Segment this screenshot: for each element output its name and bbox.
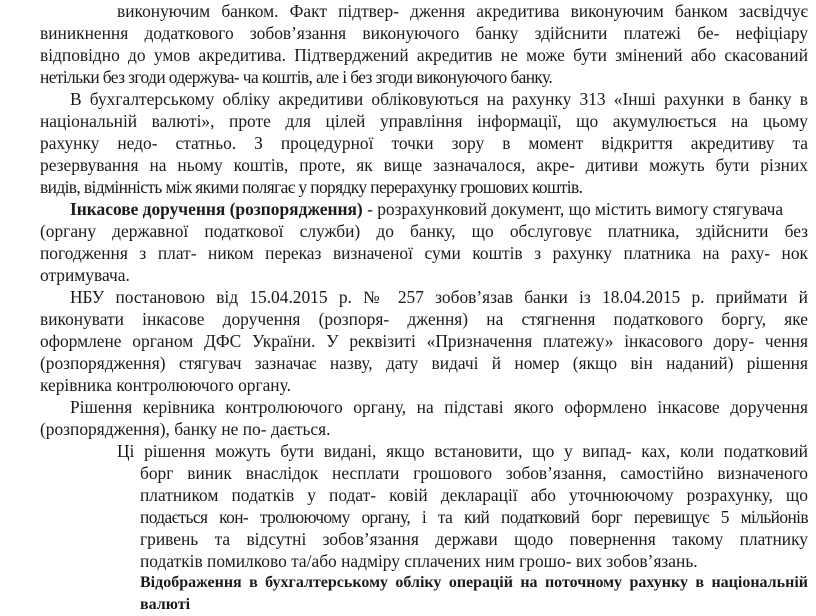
- text-line: керівника контролюючого органу.: [40, 375, 291, 395]
- text-line: рахунку недо- статньо. З процедурної точки зору в момент відкриття акредитиву та: [40, 133, 808, 153]
- text-line: подається кон- тролюючому органу, і та кий податковий борг перевищує 5 мільйонів: [140, 507, 808, 527]
- term-collection-order: Інкасове доручення (розпорядження): [70, 199, 363, 219]
- text-line: борг виник внаслідок несплати грошового зобов’язання, самостійно визначеного: [140, 463, 808, 483]
- text-line: видів, відмінність між якими полягає у порядку перерахунку грошових коштів.: [40, 177, 583, 197]
- text-line: погодження з плат- ником переказ визначеної суми коштів з рахунку платника на раху- нок: [40, 243, 808, 263]
- text-line: виникнення додаткового зобов’язання виконуючого банку здійснити платежі бе- нефіціару: [40, 23, 808, 43]
- text-line: Ці рішення можуть бути видані, якщо встановити, що у випад- ках, коли податковий: [117, 441, 808, 461]
- definition-text: - розрахунковий документ, що містить вимогу стягувача: [362, 199, 784, 219]
- text-line: (органу державної податкової служби) до банку, що обслуговує платника, здійснити без: [40, 221, 808, 241]
- text-line: гривень та відсутні зобов’язання держави щодо повернення такому платнику: [140, 529, 808, 549]
- text-line: (розпорядження), банку не по- дається.: [40, 419, 331, 439]
- text-line: платником податків у подат- ковій декларації або уточнюючому розрахунку, що: [140, 485, 808, 505]
- text-line: національній валюті», проте для цілей управління інформації, що акумулюється на цьому: [40, 111, 808, 131]
- text-line: податків помилково та/або надміру сплачених ним грошо- вих зобов’язань.: [140, 551, 698, 571]
- text-line: НБУ постановою від 15.04.2015 р. № 257 зобов’язав банки із 18.04.2015 р. приймати й: [70, 287, 808, 307]
- text-line: отримувача.: [40, 265, 130, 285]
- heading-line: Відображення в бухгалтерському обліку операцій на поточному рахунку в національній: [140, 574, 808, 591]
- text-line: [70, 198, 808, 220]
- text-line: (розпорядження) стягувач зазначає назву, дату видачі й номер (якщо він наданий) рішення: [40, 353, 808, 373]
- text-line: оформлене органом ДФС України. У реквізиті «Призначення платежу» інкасового дору- чення: [40, 331, 808, 351]
- heading-line: валюті: [140, 596, 191, 613]
- text-line: відповідно до умов акредитива. Підтверджений акредитив не може бути змінений або скасований: [40, 45, 808, 65]
- text-line: Рішення керівника контролюючого органу, на підставі якого оформлено інкасове доручення: [70, 397, 808, 417]
- text-line: виконувати інкасове доручення (розпоря- дження) на стягнення податкового боргу, яке: [40, 309, 808, 329]
- text-line: резервування на ньому коштів, проте, як вище зазначалося, акре- дитиви можуть бути різних: [40, 155, 808, 175]
- text-line: виконуючим банком. Факт підтвер- дження акредитива виконуючим банком засвідчує: [117, 1, 808, 21]
- text-line: нетільки без згоди одержува- ча коштів, але і без згоди виконуючого банку.: [40, 67, 553, 87]
- text-line: В бухгалтерському обліку акредитиви обліковуються на рахунку 313 «Інші рахунки в банку в: [70, 89, 808, 109]
